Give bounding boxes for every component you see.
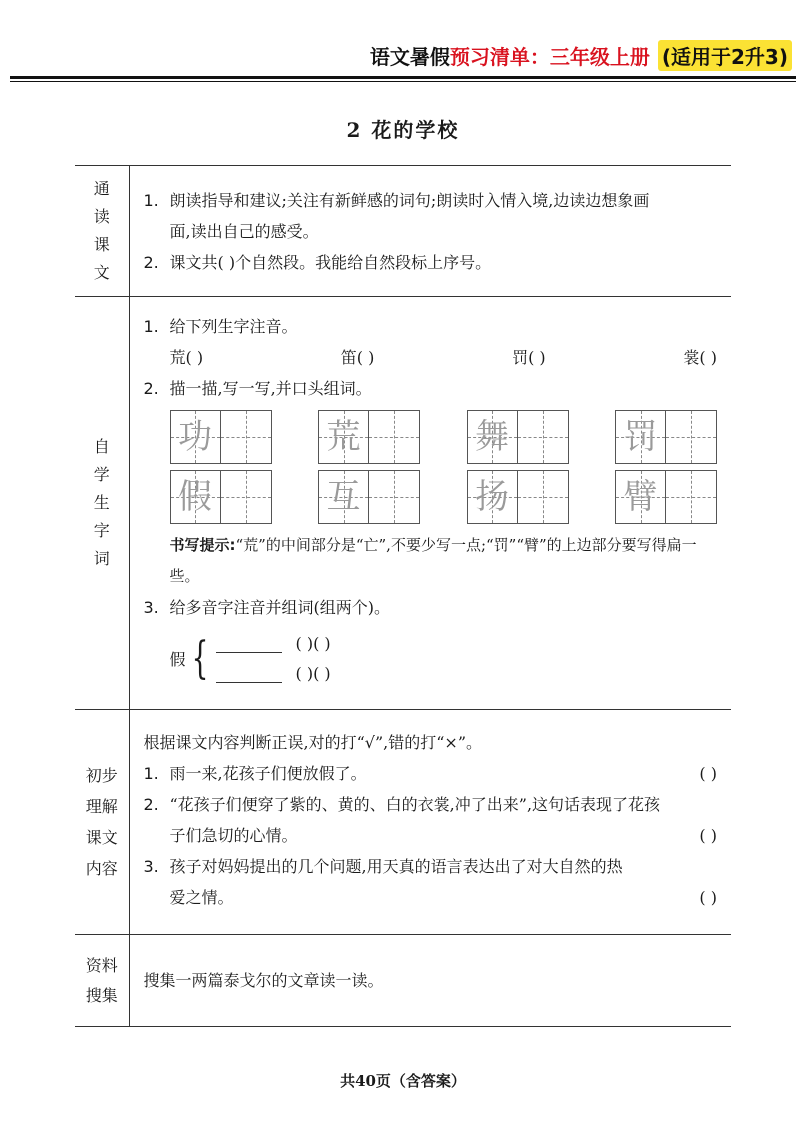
writing-box: 功 [170, 410, 272, 464]
section-research [75, 935, 731, 1027]
section-comprehension [75, 710, 731, 935]
section-label: 通 读 课 文 [75, 166, 129, 297]
section-learn-characters [75, 297, 731, 710]
header-part-red: 预习清单：三年级上册 [449, 44, 650, 69]
list-item: 3. 孩子对妈妈提出的几个问题,用天真的语言表达出了对大自然的热 [143, 857, 623, 876]
question-1: 1. 给下列生字注音。 [143, 317, 298, 336]
header-part-yellow: (适用于2升3) [658, 40, 792, 71]
list-item: 2. 课文共( )个自然段。我能给自然段标上序号。 [143, 253, 492, 272]
pinyin-item: 裳( ) [683, 348, 717, 367]
list-item-continued: 面,读出自己的感受。 [169, 222, 319, 241]
answer-parens: ( ) [699, 826, 717, 845]
list-item-continued: 子们急切的心情。 ( ) [144, 820, 718, 851]
pinyin-item: 笛( ) [340, 348, 375, 367]
writing-box: 臂 [615, 470, 717, 524]
header-rule-thin [10, 81, 796, 82]
question-3: 3. 给多音字注音并组词(组两个)。 [143, 598, 390, 617]
writing-box: 扬 [467, 470, 569, 524]
writing-box: 荒 [318, 410, 420, 464]
polyphone-char: 假 [169, 649, 186, 669]
list-item: 1. 朗读指导和建议;关注有新鲜感的词句;朗读时入情入境,边读边想象画 [143, 191, 650, 210]
research-text: 搜集一两篇泰戈尔的文章读一读。 [143, 971, 384, 990]
pinyin-item: 罚( ) [512, 348, 546, 367]
list-item: 2. “花孩子们便穿了紫的、黄的、白的衣裳,冲了出来”,这句话表现了花孩 [143, 795, 661, 814]
writing-box: 假 [170, 470, 272, 524]
section-read-aloud [75, 166, 731, 297]
section-label: 资料 搜集 [75, 935, 129, 1027]
writing-box: 罚 [615, 410, 717, 464]
section-label: 自 学 生 字 词 [75, 297, 129, 710]
section-label: 初步 理解 课文 内容 [75, 710, 129, 935]
polyphone-block: 假 { ( )( ) ( )( ) [144, 629, 718, 689]
question-2: 2. 描一描,写一写,并口头组词。 [143, 379, 372, 398]
header-rule-thick [10, 76, 796, 79]
worksheet-table [75, 165, 731, 1027]
answer-parens: ( ) [699, 764, 717, 783]
answer-parens: ( ) [699, 888, 717, 907]
page-title: 2 花的学校 [346, 118, 460, 142]
writing-grid-row-1 [144, 410, 718, 464]
writing-tip: 书写提示:“荒”的中间部分是“亡”,不要少写一点;“罚”“臂”的上边部分要写得扁一些。 [169, 536, 697, 585]
writing-grid-row-2 [144, 470, 718, 524]
writing-box: 舞 [467, 410, 569, 464]
brace: { [191, 633, 208, 684]
writing-box: 互 [318, 470, 420, 524]
pinyin-row [144, 342, 718, 373]
page-footer: 共40页（含答案） [340, 1072, 466, 1090]
instructions: 根据课文内容判断正误,对的打“√”,错的打“×”。 [143, 733, 482, 752]
list-item-continued: 爱之情。 ( ) [144, 882, 718, 913]
header-part-black: 语文暑假 [369, 44, 450, 69]
page-header [370, 40, 792, 70]
list-item: 1. 雨一来,花孩子们便放假了。 ( ) [144, 758, 718, 789]
pinyin-item: 荒( ) [169, 348, 204, 367]
answer-blank[interactable] [216, 667, 282, 683]
answer-blank[interactable] [216, 637, 282, 653]
